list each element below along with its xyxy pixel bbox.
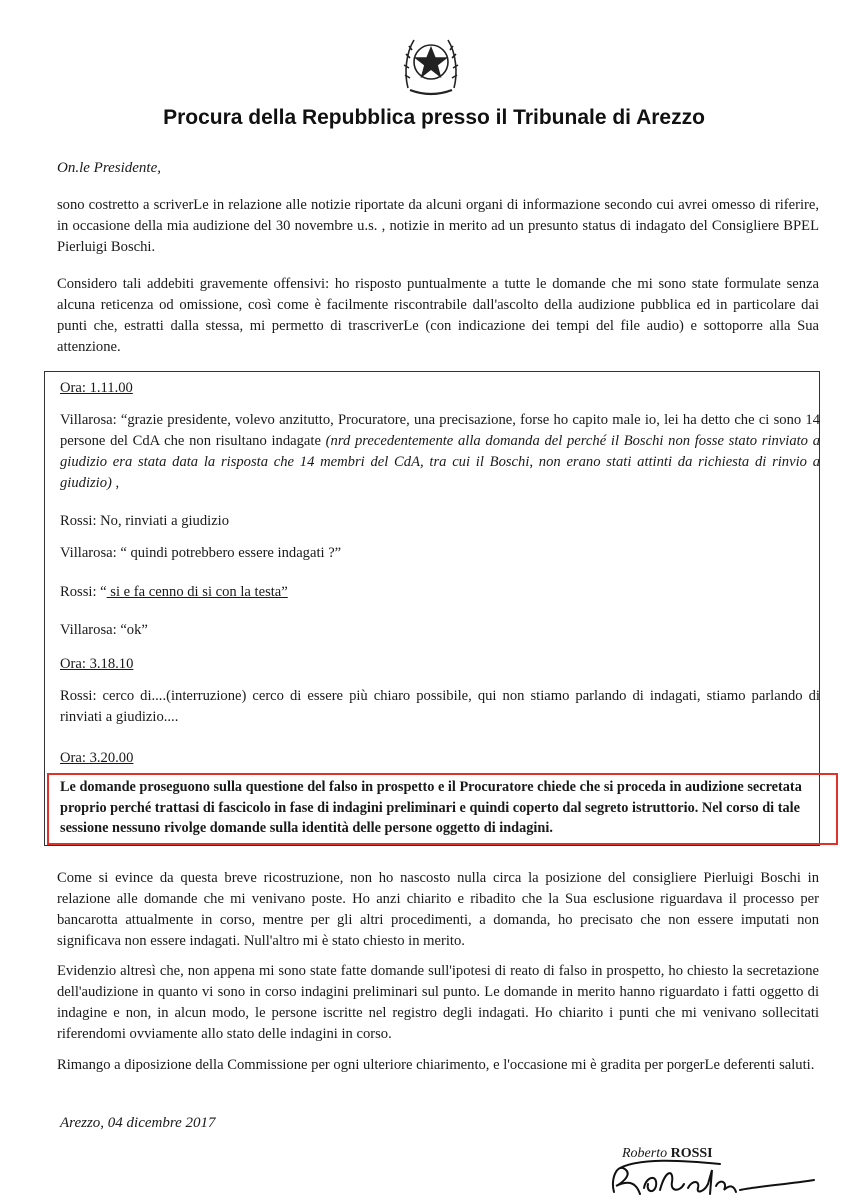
speaker-label: Villarosa: (60, 412, 117, 428)
salutation: On.le Presidente, (57, 160, 161, 176)
speech-text: “grazie presidente, volevo anzitutto, Procuratore, una precisazione, forse ho capito male io, lei ha detto che ci sono 14 persone del CdA che non risultano indagate (60, 412, 820, 449)
paragraph-5: Rimango a diposizione della Commissione per ogni ulteriore chiarimento, e l'occasione mi è gradita per porgerLe deferenti saluti. (57, 1057, 815, 1073)
transcript-rossi-1: Rossi: No, rinviati a giudizio (60, 513, 230, 529)
signer-last-name: ROSSI (670, 1146, 713, 1161)
timestamp-3: Ora: 3.20.00 (60, 750, 134, 766)
paragraph-3: Come si evince da questa breve ricostruzione, non ho nascosto nulla circa la posizione del consigliere Pierluigi Boschi in relazione alle domande che mi venivano poste. Ho anzi chiarito e ribadito che la Sua esclusione riguardava il processo per bancarotta attualmente in corso, mentre per gli altri procedimenti, a domanda, ho precisato che non essere imputati non significava non essere indagati. Null'altro mi è stato chiesto in merito. (57, 870, 819, 949)
paragraph-1: sono costretto a scriverLe in relazione alle notizie riportate da alcuni organi di informazione secondo cui avrei omesso di riferire, in occasione della mia audizione del 30 novembre u.s. , notizie in merito ad un presunto status di indagato del Consigliere BPEL Pierluigi Boschi. (57, 197, 819, 255)
speaker-label: Rossi: “ (60, 584, 107, 600)
speech-text: si e fa cenno di si con la testa” (106, 584, 288, 600)
timestamp-1: Ora: 1.11.00 (60, 380, 133, 396)
paragraph-4: Evidenzio altresì che, non appena mi sono state fatte domande sull'ipotesi di reato di falso in prospetto, ho chiesto la secretazione dell'audizione in quanto vi sono in corso indagini preliminari sul punto. Le domande in merito hanno riguardato i fatti oggetto di indagine e non, in alcun modo, le persone iscritte nel registro degli indagati. Ho chiarito i punti che mi venivano sollecitati riferendomi ovviamente allo stato delle indagini in corso. (57, 963, 819, 1042)
highlighted-passage: Le domande proseguono sulla questione del falso in prospetto e il Procuratore chiede che si proceda in audizione secretata proprio perché trattasi di fascicolo in fase di indagini preliminari e quindi coperto dal segreto istruttorio. Nel corso di tale sessione nessuno rivolge domande sulla identità delle persone oggetto di indagini. (60, 779, 802, 836)
speech-end: , (111, 475, 120, 491)
signer-first-name: Roberto (622, 1146, 668, 1161)
timestamp-2: Ora: 3.18.10 (60, 656, 134, 672)
transcript-villarosa-1 (60, 410, 820, 494)
transcript-rossi-3: Rossi: cerco di....(interruzione) cerco di essere più chiaro possibile, qui non stiamo parlando di indagati, stiamo parlando di rinviati a giudizio.... (60, 688, 820, 725)
transcript-rossi-2 (60, 582, 820, 603)
italian-republic-emblem-icon (400, 28, 462, 96)
handwritten-signature (600, 1140, 820, 1198)
place-date: Arezzo, 04 dicembre 2017 (60, 1115, 216, 1131)
paragraph-2: Considero tali addebiti gravemente offensivi: ho risposto puntualmente a tutte le domande che mi sono state formulate senza alcuna reticenza od omissione, così come è facilmente riscontrabile dall'ascolto della audizione pubblica ed in particolare dai punti che, estratti dalla stessa, mi permetto di trascriverLe (con indicazione dei tempi del file audio) e sottoporre alla Sua attenzione. (57, 276, 819, 355)
editor-note: (nrd precedentemente alla domanda del perché il Boschi non fosse stato rinviato a giudizio era stata data la risposta che 14 membri del CdA, tra cui il Boschi, non erano stati attinti da richiesta di rinvio a giudizio) (60, 433, 820, 491)
document-title: Procura della Repubblica presso il Tribunale di Arezzo (163, 106, 705, 129)
transcript-villarosa-2: Villarosa: “ quindi potrebbero essere indagati ?” (60, 545, 342, 561)
transcript-villarosa-3: Villarosa: “ok” (60, 622, 148, 638)
